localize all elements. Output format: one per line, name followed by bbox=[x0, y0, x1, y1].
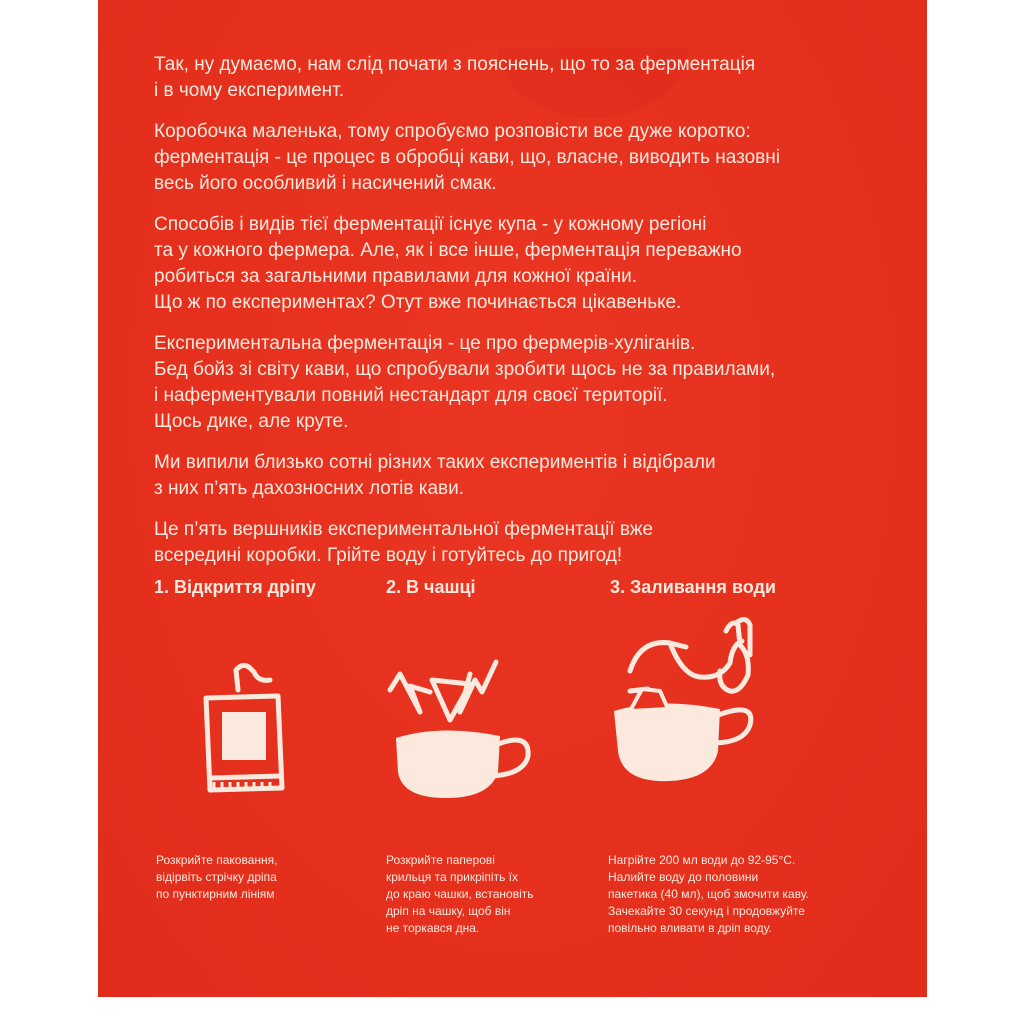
step-2-description: Розкрийте паперові крильця та прикріпіть їх до краю чашки, встановіть дріп на чашку, щоб він не торкався дна. bbox=[386, 853, 534, 935]
intro-paragraph-6: Це п’ять вершників експериментальної ферментації вже всередині коробки. Грійте воду і готуйтесь до пригод! bbox=[154, 519, 654, 566]
pouring-kettle-icon bbox=[600, 615, 770, 805]
step-2-title: 2. В чашці bbox=[386, 577, 476, 597]
step-1-title: 1. Відкриття дріпу bbox=[154, 577, 316, 597]
intro-paragraph-2: Коробочка маленька, тому спробуємо розповісти все дуже коротко: ферментація - це процес в обробці кави, що, власне, виводить назовні весь його особливий і насичений смак. bbox=[154, 121, 780, 194]
cup-with-drip-icon bbox=[380, 652, 540, 802]
intro-text bbox=[154, 52, 834, 584]
intro-paragraph-4: Експериментальна ферментація - це про фермерів-хуліганів. Бед бойз зі світу кави, що спробували зробити щось не за правилами, і наферментували повний нестандарт для своєї території. Щось дике, але круте. bbox=[154, 333, 776, 432]
intro-paragraph-1: Так, ну думаємо, нам слід почати з пояснень, що то за ферментація і в чому експеримент. bbox=[154, 54, 756, 101]
step-3-description: Нагрійте 200 мл води до 92-95°С. Налийте воду до половини пакетика (40 мл), щоб змочити каву. Зачекайте 30 секунд і продовжуйте повільно вливати в дріп воду. bbox=[608, 853, 809, 935]
step-1-description: Розкрийте паковання, відірвіть стрічку дріпа по пунктирним лініям bbox=[156, 853, 278, 901]
intro-paragraph-5: Ми випили близько сотні різних таких експериментів і відібрали з них п’ять дахозносних лотів кави. bbox=[154, 452, 716, 499]
drip-bag-icon bbox=[198, 660, 293, 800]
intro-paragraph-3: Способів і видів тієї ферментації існує купа - у кожному регіоні та у кожного фермера. Але, як і все інше, ферментація переважно робиться за загальними правилами для кожної країни. Що ж по експериментах? Отут вже починається цікавенькe. bbox=[154, 214, 742, 313]
step-3-title: 3. Заливання води bbox=[610, 577, 776, 597]
package-panel bbox=[98, 0, 927, 997]
